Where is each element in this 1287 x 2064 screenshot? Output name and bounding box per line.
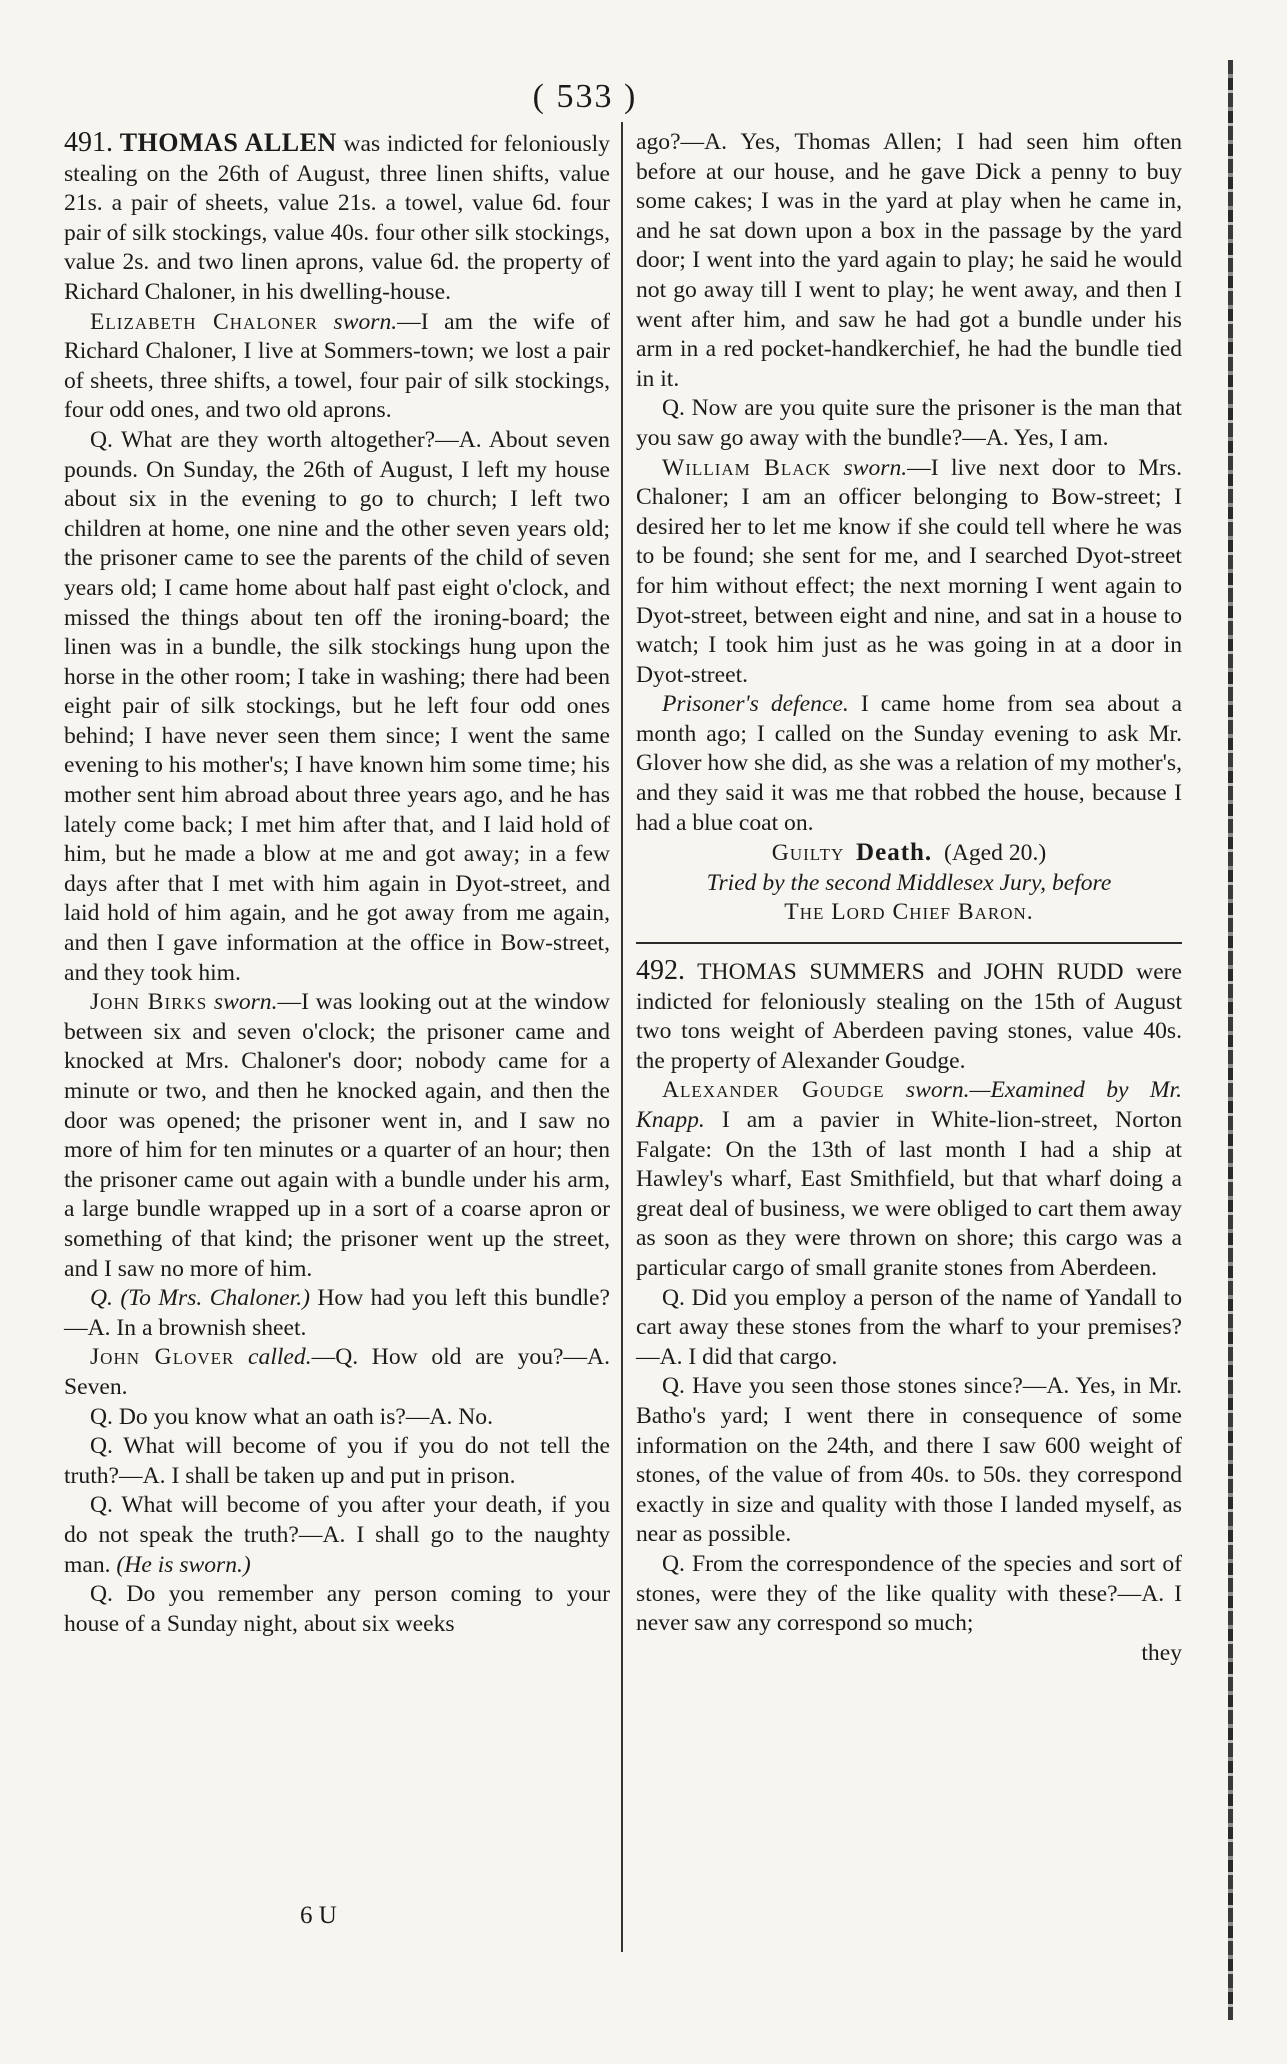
question-text: How had you left this bundle?—A. In a brownish sheet. <box>64 1285 611 1341</box>
page-edge-border <box>1228 60 1233 2020</box>
question-paragraph: Q. From the correspondence of the species and sort of stones, were they of the like quality with these?—A. I never saw any correspond so much; <box>636 1550 1182 1637</box>
testimony-text: —Q. How old are you?—A. Seven. <box>64 1344 610 1400</box>
question-text: Q. What will become of you after your death, if you do not speak the truth?—A. I shall go to the naughty man. <box>64 1492 610 1578</box>
question-paragraph <box>64 1491 610 1580</box>
catchword: they <box>1141 1639 1182 1666</box>
column-divider <box>621 122 623 1952</box>
testimony-text: —I am the wife of Richard Chaloner, I live at Sommers-town; we lost a pair of sheets, three shifts, a towel, four pair of silk stockings, four odd ones, and two old aprons. <box>64 308 610 424</box>
testimony-paragraph <box>64 308 610 426</box>
testimony-continuation: ago?—A. Yes, Thomas Allen; I had seen him often before at our house, and he gave Dick a penny to buy some cakes; I was in the yard at play when he came in, and he sat down upon a box in the passage by the yard door; I went into the yard again to play; he said he would not go away till I went to play; he went away, and then I went after him, and saw he had got a bundle under his arm in a red pocket-handkerchief, he had the bundle tied in it. <box>636 129 1182 392</box>
case-492-indictment <box>636 956 1182 1076</box>
verdict-guilty: Guilty <box>771 840 845 867</box>
verdict-age: (Aged 20.) <box>943 840 1047 867</box>
case-separator-rule <box>636 942 1182 944</box>
question-paragraph: Q. Now are you quite sure the prisoner is the man that you saw go away with the bundle?—A. Yes, I am. <box>636 395 1182 451</box>
testimony-text: —I was looking out at the window between six and seven o'clock; the prisoner came and knocked at Mrs. Chaloner's door; nobody came for a minute or two, and then he knocked again, and then the door was opened; the prisoner went in, and I saw no more of him for ten minutes or a quarter of an hour; then the prisoner came out again with a bundle under his arm, a large bundle wrapped up in a sort of a coarse apron or something of that kind; the prisoner went up the street, and I saw no more of him. <box>64 989 610 1282</box>
sworn-label: sworn. <box>843 454 908 481</box>
examined-label: —Examined by Mr. Knapp. <box>636 1077 1182 1133</box>
indictment-text: THOMAS SUMMERS and JOHN RUDD were indicted for feloniously stealing on the 15th of August two tons weight of Aberdeen paving stones, value 40s. the property of Alexander Goudge. <box>636 959 1182 1074</box>
witness-name: William Black <box>662 454 832 481</box>
testimony-text: I am a pavier in White-lion-street, Norton Falgate: On the 13th of last month I had a ship at Hawley's wharf, East Smithfield, but that wharf doing a great deal of business, we were obliged to cart them away as soon as they were thrown on shore; this cargo was a particular cargo of small granite stones from Aberdeen. <box>636 1107 1182 1281</box>
sworn-label: sworn. <box>905 1077 970 1104</box>
witness-name: Alexander Goudge <box>662 1077 885 1104</box>
question-paragraph <box>64 1284 610 1343</box>
question-paragraph: Q. Do you remember any person coming to your house of a Sunday night, about six weeks <box>64 1581 610 1637</box>
case-491-indictment <box>64 128 610 308</box>
question-paragraph: Q. Did you employ a person of the name of Yandall to cart away these stones from the wharf to your premises?—A. I did that cargo. <box>636 1284 1182 1370</box>
witness-name: John Birks <box>90 989 208 1016</box>
testimony-paragraph <box>636 454 1182 691</box>
case-number: 492. <box>636 955 685 987</box>
sworn-aside: (He is sworn.) <box>110 1551 251 1578</box>
right-column <box>636 128 1182 1668</box>
defence-paragraph <box>636 690 1182 838</box>
question-paragraph: Q. What will become of you if you do not tell the truth?—A. I shall be taken up and put in prison. <box>64 1433 610 1489</box>
defence-text: I came home from sea about a month ago; I called on the Sunday evening to ask Mr. Glover how she did, as she was a relation of my mother's, and they said it was me that robbed the house, because I had a blue coat on. <box>636 691 1183 836</box>
witness-name: Elizabeth Chaloner <box>90 308 318 335</box>
indictment-text: was indicted for feloniously stealing on the 26th of August, three linen shifts, value 21s. a pair of sheets, value 21s. a towel, value 6d. four pair of silk stockings, value 40s. four other silk stockings, value 2s. and two linen aprons, value 6d. the property of Richard Chaloner, in his dwelling-house. <box>64 131 610 305</box>
defendant-name: THOMAS ALLEN <box>119 128 337 157</box>
jury-line: Tried by the second Middlesex Jury, before <box>706 869 1112 896</box>
sworn-label: sworn. <box>333 308 398 335</box>
defence-label: Prisoner's defence. <box>662 691 849 718</box>
page-number: ( 533 ) <box>532 78 638 115</box>
verdict-line <box>636 838 1182 869</box>
judge-line: The Lord Chief Baron. <box>784 899 1034 926</box>
called-label: called. <box>248 1344 312 1371</box>
testimony-paragraph <box>64 988 610 1284</box>
question-paragraph: Q. Do you know what an oath is?—A. No. <box>90 1403 494 1430</box>
testimony-paragraph <box>636 1076 1182 1283</box>
testimony-text: —I live next door to Mrs. Chaloner; I am an officer belonging to Bow-street; I desired her to let me know if she could tell where he was to be found; she sent for me, and I searched Dyot-street for him without effect; the next morning I went again to Dyot-street, between eight and nine, and sat in a house to watch; I took him just as he was going in at a door in Dyot-street. <box>636 454 1182 688</box>
question-aside: Q. (To Mrs. Chaloner.) <box>90 1285 310 1312</box>
witness-name: John Glover <box>90 1344 235 1371</box>
testimony-paragraph <box>64 1343 610 1402</box>
left-column <box>64 128 610 1639</box>
signature-mark: 6 U <box>300 1902 337 1929</box>
case-number: 491. <box>64 127 113 158</box>
question-paragraph: Q. Have you seen those stones since?—A. Yes, in Mr. Batho's yard; I went there in consequence of some information on the 24th, and there I saw 600 weight of stones, of the value of from 40s. to 50s. they correspond exactly in size and quality with those I landed myself, as near as possible. <box>636 1373 1182 1548</box>
verdict-sentence: Death. <box>856 839 933 867</box>
sworn-label: sworn. <box>213 989 278 1016</box>
question-paragraph: Q. What are they worth altogether?—A. About seven pounds. On Sunday, the 26th of August, I left my house about six in the evening to go to church; I left two children at home, one nine and the other seven years old; the prisoner came to see the parents of the child of seven years old; I came home about half past eight o'clock, and missed the things about ten off the ironing-board; the linen was in a bundle, the silk stockings hung upon the horse in the other room; I take in washing; there had been eight pair of silk stockings, but he left four odd ones behind; I have never seen them since; I went the same evening to his mother's; I have known him some time; his mother sent him abroad about three years ago, and he has lately come back; I met him after that, and I laid hold of him, but he made a blow at me and got away; in a few days after that I met with him again in Dyot-street, and laid hold of him again, and he got away from me again, and then I gave information at the office in Bow-street, and they took him. <box>64 426 610 986</box>
